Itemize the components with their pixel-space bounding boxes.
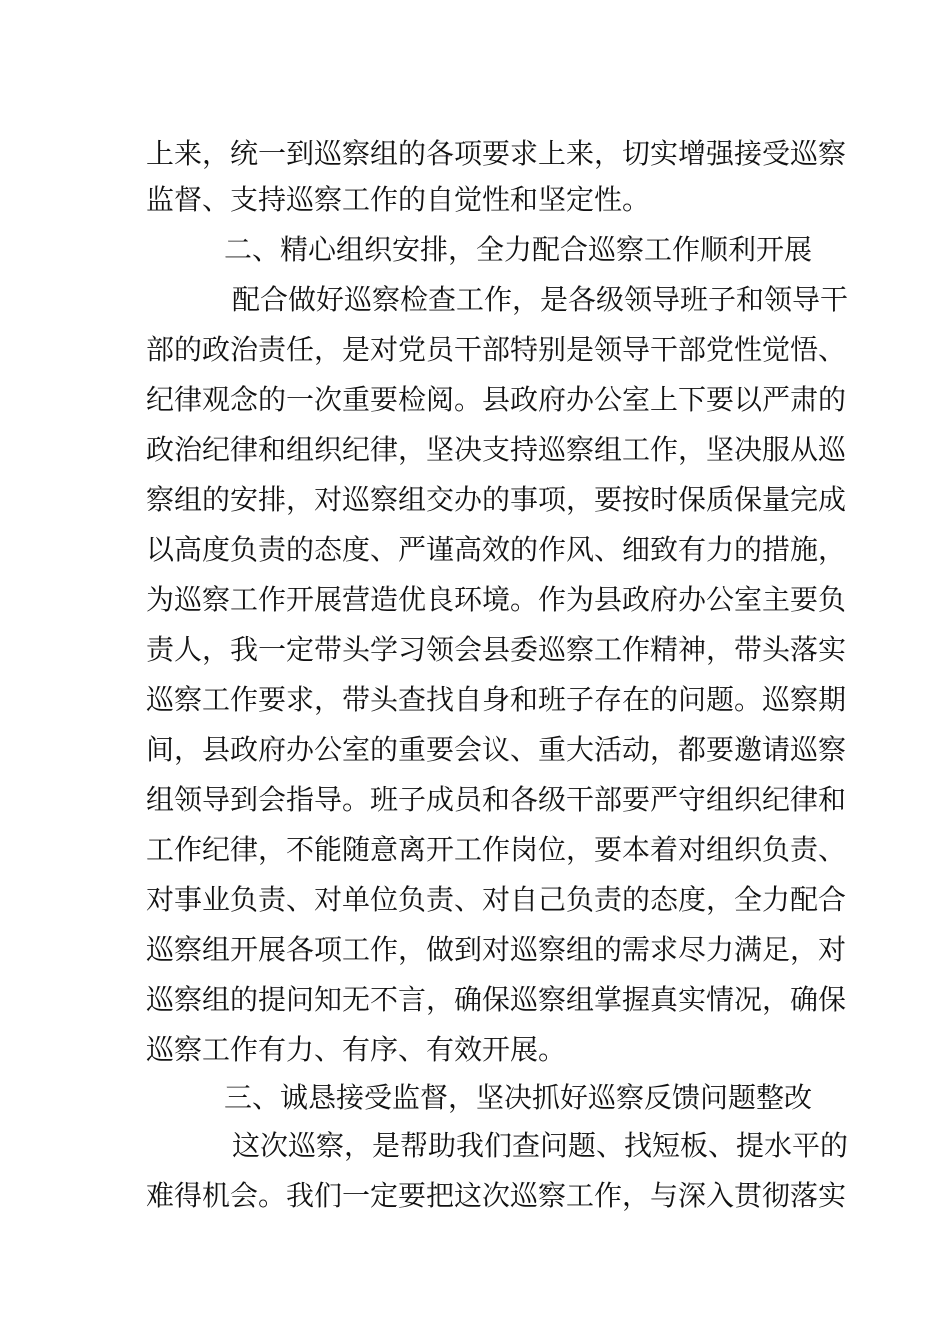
paragraph-first-line: 这次巡察，是帮助我们查问题、找短板、提水平的 [232, 1129, 849, 1162]
paragraph-first-line: 配合做好巡察检查工作，是各级领导班子和领导干 [232, 283, 849, 316]
text-line: 巡察工作要求，带头查找自身和班子存在的问题。巡察期 [146, 683, 847, 716]
text-line: 难得机会。我们一定要把这次巡察工作，与深入贯彻落实 [146, 1179, 847, 1212]
text-line: 政治纪律和组织纪律，坚决支持巡察组工作，坚决服从巡 [146, 433, 847, 466]
text-line: 巡察组开展各项工作，做到对巡察组的需求尽力满足，对 [146, 933, 847, 966]
text-line: 监督、支持巡察工作的自觉性和坚定性。 [146, 183, 651, 216]
text-line: 责人，我一定带头学习领会县委巡察工作精神，带头落实 [146, 633, 847, 666]
text-line: 工作纪律，不能随意离开工作岗位，要本着对组织负责、 [146, 833, 847, 866]
text-line: 间，县政府办公室的重要会议、重大活动，都要邀请巡察 [146, 733, 847, 766]
text-line: 对事业负责、对单位负责、对自己负责的态度，全力配合 [146, 883, 847, 916]
text-line: 巡察工作有力、有序、有效开展。 [146, 1033, 567, 1066]
text-line: 察组的安排，对巡察组交办的事项，要按时保质保量完成 [146, 483, 847, 516]
text-line: 组领导到会指导。班子成员和各级干部要严守组织纪律和 [146, 783, 847, 816]
text-line: 巡察组的提问知无不言，确保巡察组掌握真实情况，确保 [146, 983, 847, 1016]
section-heading: 二、精心组织安排，全力配合巡察工作顺利开展 [224, 233, 813, 266]
text-line: 部的政治责任，是对党员干部特别是领导干部党性觉悟、 [146, 333, 847, 366]
text-line: 为巡察工作开展营造优良环境。作为县政府办公室主要负 [146, 583, 847, 616]
text-line: 上来，统一到巡察组的各项要求上来，切实增强接受巡察 [146, 137, 847, 170]
section-heading: 三、诚恳接受监督，坚决抓好巡察反馈问题整改 [224, 1081, 813, 1114]
text-line: 以高度负责的态度、严谨高效的作风、细致有力的措施， [146, 533, 847, 566]
text-line: 纪律观念的一次重要检阅。县政府办公室上下要以严肃的 [146, 383, 847, 416]
